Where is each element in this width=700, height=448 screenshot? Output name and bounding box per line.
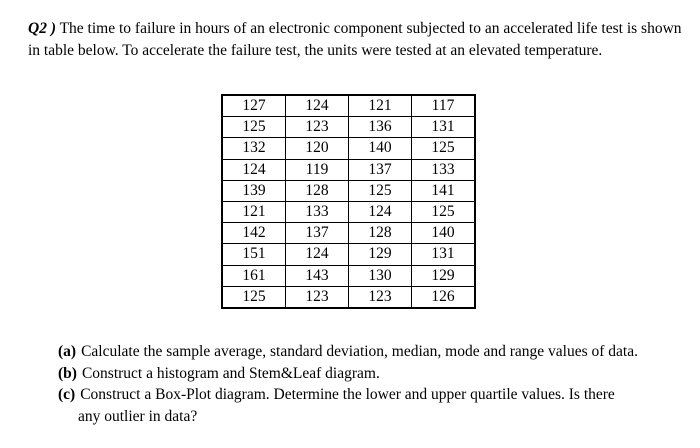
table-body — [222, 95, 475, 308]
table-row — [222, 95, 475, 117]
table-cell: 126 — [412, 286, 476, 308]
table-cell: 143 — [286, 265, 349, 286]
table-cell: 123 — [349, 286, 412, 308]
table-row — [222, 138, 475, 159]
table-cell: 140 — [349, 138, 412, 159]
table-cell: 133 — [286, 201, 349, 222]
table-cell: 121 — [349, 95, 412, 117]
table-cell: 161 — [222, 265, 286, 286]
table-cell: 124 — [286, 244, 349, 265]
table-cell: 125 — [349, 180, 412, 201]
table-cell: 130 — [349, 265, 412, 286]
table-cell: 123 — [286, 117, 349, 138]
table-row — [222, 265, 475, 286]
table-cell: 129 — [349, 244, 412, 265]
question-paragraph — [28, 18, 688, 61]
failure-time-table — [221, 94, 476, 309]
table-cell: 131 — [412, 117, 476, 138]
question-text: The time to failure in hours of an electronic component subjected to an accelerated life test is shown in table below. To accelerate the failure test, the units were tested at an elevated temperature. — [28, 20, 682, 59]
table-cell: 133 — [412, 159, 476, 180]
table-cell: 140 — [412, 223, 476, 244]
table-cell: 123 — [286, 286, 349, 308]
table-cell: 120 — [286, 138, 349, 159]
table-cell: 132 — [222, 138, 286, 159]
task-a — [58, 341, 698, 363]
table-cell: 151 — [222, 244, 286, 265]
table-cell: 125 — [222, 117, 286, 138]
table-cell: 128 — [286, 180, 349, 201]
table-cell: 139 — [222, 180, 286, 201]
table-cell: 136 — [349, 117, 412, 138]
task-a-label: (a) — [58, 343, 77, 360]
table-cell: 121 — [222, 201, 286, 222]
table-row — [222, 117, 475, 138]
table-cell: 125 — [412, 138, 476, 159]
task-c — [58, 384, 698, 406]
table-cell: 117 — [412, 95, 476, 117]
task-b-text: Construct a histogram and Stem&Leaf diagram. — [81, 364, 380, 382]
table-cell: 125 — [222, 286, 286, 308]
table-row — [222, 201, 475, 222]
table-row — [222, 244, 475, 265]
task-c-label: (c) — [58, 386, 76, 403]
table-cell: 119 — [286, 159, 349, 180]
table-cell: 128 — [349, 223, 412, 244]
task-list — [58, 341, 698, 427]
table-cell: 131 — [412, 244, 476, 265]
table-row — [222, 223, 475, 244]
table-cell: 125 — [412, 201, 476, 222]
task-c-text: Construct a Box-Plot diagram. Determine the lower and upper quartile values. Is there — [80, 386, 615, 403]
task-b — [58, 363, 698, 385]
task-a-text: Calculate the sample average, standard deviation, median, mode and range values of data. — [81, 343, 638, 360]
table-row — [222, 180, 475, 201]
table-cell: 129 — [412, 265, 476, 286]
table-cell: 141 — [412, 180, 476, 201]
task-b-label: (b) — [58, 364, 77, 382]
table-cell: 124 — [349, 201, 412, 222]
table-cell: 127 — [222, 95, 286, 117]
table-cell: 124 — [222, 159, 286, 180]
question-number: Q2 ) — [28, 20, 56, 37]
table-row — [222, 159, 475, 180]
table-cell: 137 — [286, 223, 349, 244]
table-cell: 137 — [349, 159, 412, 180]
table-row — [222, 286, 475, 308]
table-cell: 124 — [286, 95, 349, 117]
table-cell: 142 — [222, 223, 286, 244]
task-c-continuation: any outlier in data? — [78, 407, 198, 425]
